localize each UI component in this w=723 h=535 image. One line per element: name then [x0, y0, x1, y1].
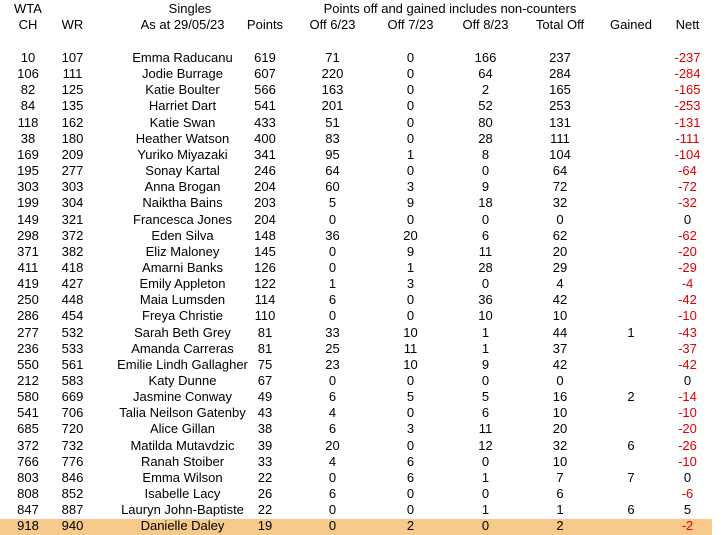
cell-nett: -32 — [678, 195, 697, 211]
cell-name: Danielle Daley — [140, 518, 225, 534]
cell-off8: 18 — [478, 195, 493, 211]
cell-nett: -111 — [675, 130, 700, 146]
cell-off6: 6 — [328, 292, 337, 308]
col-points: Points — [246, 17, 284, 32]
cell-points: 619 — [254, 50, 276, 65]
cell-total: 44 — [552, 324, 568, 340]
cell-off7: 6 — [406, 453, 415, 469]
col-off7: Off 7/23 — [387, 17, 434, 32]
cell-points: 541 — [254, 98, 276, 114]
cell-nett: -284 — [674, 66, 701, 82]
cell-name: Freya Christie — [142, 308, 223, 324]
cell-off7: 0 — [406, 502, 415, 518]
cell-wr: 720 — [61, 421, 84, 437]
cell-points: 110 — [254, 308, 276, 324]
cell-total: 72 — [552, 179, 568, 195]
cell-off8: 0 — [481, 453, 490, 469]
cell-off6: 36 — [325, 227, 340, 243]
cell-off6: 83 — [325, 130, 340, 146]
cell-off8: 0 — [481, 163, 490, 179]
cell-wr: 776 — [61, 453, 84, 469]
cell-name: Eden Silva — [151, 227, 214, 243]
cell-wr: 382 — [61, 243, 84, 259]
cell-off8: 1 — [481, 340, 490, 356]
col-as-at: As at 29/05/23 — [140, 17, 225, 32]
cell-wr: 846 — [61, 469, 84, 485]
cell-nett: -64 — [678, 163, 697, 179]
cell-nett: -10 — [678, 308, 697, 324]
cell-gained: 6 — [627, 502, 635, 518]
cell-name: Maia Lumsden — [139, 292, 226, 308]
cell-points: 67 — [257, 373, 273, 388]
cell-nett: -10 — [678, 405, 697, 421]
cell-gained: 1 — [627, 324, 635, 340]
cell-off6: 0 — [328, 469, 337, 485]
col-total-off: Total Off — [535, 17, 585, 32]
cell-off7: 0 — [406, 292, 415, 308]
cell-nett: -43 — [678, 324, 697, 340]
cell-off8: 64 — [478, 66, 493, 82]
cell-total: 237 — [549, 50, 571, 65]
cell-off8: 9 — [481, 179, 490, 195]
cell-off6: 0 — [328, 502, 337, 518]
cell-points: 81 — [257, 324, 273, 340]
cell-points: 49 — [257, 389, 273, 405]
cell-nett: -253 — [674, 98, 701, 114]
cell-name: Jasmine Conway — [133, 389, 232, 405]
cell-wr: 277 — [61, 163, 84, 179]
cell-total: 10 — [552, 405, 568, 421]
cell-name: Harriet Dart — [148, 98, 217, 114]
cell-off8: 9 — [481, 356, 490, 372]
cell-name: Emilie Lindh Gallagher — [117, 356, 248, 372]
col-off6: Off 6/23 — [309, 17, 356, 32]
cell-name: Katie Swan — [149, 114, 216, 130]
cell-name: Sonay Kartal — [145, 163, 220, 179]
cell-ch: 118 — [17, 114, 39, 130]
cell-off7: 0 — [406, 114, 415, 130]
cell-off8: 0 — [481, 276, 490, 292]
cell-off7: 0 — [406, 405, 415, 421]
cell-off7: 11 — [403, 340, 418, 356]
cell-off6: 0 — [328, 308, 337, 324]
cell-off6: 33 — [325, 324, 340, 340]
cell-nett: -104 — [674, 146, 701, 162]
cell-off8: 52 — [478, 98, 493, 114]
cell-ch: 411 — [17, 259, 39, 275]
cell-wr: 321 — [61, 211, 84, 227]
cell-points: 81 — [257, 340, 273, 356]
cell-wr: 427 — [61, 276, 84, 292]
cell-off7: 20 — [403, 227, 418, 243]
cell-points: 22 — [257, 502, 273, 518]
cell-name: Ranah Stoiber — [140, 453, 225, 469]
cell-name: Isabelle Lacy — [144, 486, 221, 502]
cell-off8: 6 — [481, 227, 490, 243]
cell-off7: 3 — [406, 179, 415, 195]
cell-ch: 286 — [17, 308, 39, 324]
cell-off7: 3 — [406, 421, 415, 437]
cell-nett: -14 — [678, 389, 697, 405]
cell-ch: 419 — [17, 276, 39, 292]
cell-off6: 95 — [325, 146, 340, 162]
cell-off8: 6 — [481, 405, 490, 421]
cell-ch: 82 — [20, 82, 36, 98]
cell-points: 114 — [254, 292, 276, 308]
cell-wr: 372 — [61, 227, 84, 243]
cell-total: 0 — [556, 373, 564, 388]
cell-points: 39 — [257, 437, 273, 453]
cell-points: 246 — [254, 163, 276, 179]
cell-off8: 1 — [481, 324, 490, 340]
cell-points: 126 — [254, 259, 276, 275]
cell-name: Heather Watson — [135, 130, 230, 146]
cell-total: 20 — [552, 243, 568, 259]
cell-total: 0 — [556, 211, 564, 227]
cell-total: 32 — [552, 195, 568, 211]
cell-off7: 6 — [406, 469, 415, 485]
cell-total: 42 — [552, 356, 568, 372]
cell-points: 26 — [257, 486, 273, 502]
cell-nett: -62 — [678, 227, 697, 243]
cell-points: 38 — [257, 421, 273, 437]
cell-off8: 2 — [481, 82, 490, 98]
cell-nett: -131 — [674, 114, 701, 130]
cell-wr: 303 — [61, 179, 84, 195]
cell-off8: 1 — [481, 469, 490, 485]
col-wr: WR — [61, 17, 84, 32]
cell-off7: 0 — [406, 163, 415, 179]
cell-total: 131 — [549, 114, 571, 130]
cell-off7: 0 — [406, 98, 415, 114]
cell-points: 19 — [257, 518, 273, 534]
cell-wr: 111 — [62, 66, 83, 82]
cell-off6: 4 — [328, 453, 337, 469]
cell-off7: 5 — [406, 389, 415, 405]
cell-wr: 533 — [61, 340, 84, 356]
cell-off8: 166 — [474, 50, 497, 65]
cell-wr: 448 — [61, 292, 84, 308]
cell-ch: 766 — [17, 453, 39, 469]
cell-gained: 2 — [627, 389, 635, 405]
cell-wr: 669 — [61, 389, 84, 405]
cell-off8: 80 — [478, 114, 493, 130]
cell-total: 2 — [556, 518, 564, 534]
cell-off7: 0 — [406, 486, 415, 502]
cell-off8: 28 — [478, 130, 493, 146]
cell-ch: 541 — [17, 405, 39, 421]
cell-name: Eliz Maloney — [145, 243, 220, 259]
cell-off7: 0 — [406, 437, 415, 453]
cell-off7: 0 — [406, 373, 415, 388]
cell-off6: 6 — [328, 389, 337, 405]
col-off8: Off 8/23 — [462, 17, 509, 32]
cell-nett: -42 — [678, 292, 697, 308]
cell-ch: 847 — [17, 502, 39, 518]
cell-off8: 11 — [478, 421, 493, 437]
cell-total: 20 — [552, 421, 568, 437]
cell-off8: 0 — [481, 373, 490, 388]
cell-ch: 371 — [17, 243, 39, 259]
cell-off7: 0 — [406, 66, 415, 82]
cell-off6: 0 — [328, 259, 337, 275]
cell-off8: 11 — [478, 243, 493, 259]
cell-ch: 803 — [17, 469, 39, 485]
cell-nett: -10 — [678, 453, 697, 469]
cell-wr: 209 — [61, 146, 84, 162]
cell-off6: 220 — [321, 66, 344, 82]
cell-wr: 532 — [61, 324, 84, 340]
cell-off8: 8 — [481, 146, 490, 162]
col-nett: Nett — [675, 17, 700, 32]
cell-wr: 418 — [61, 259, 84, 275]
cell-name: Alice Gillan — [149, 421, 216, 437]
cell-gained: 6 — [627, 437, 635, 453]
cell-wr: 583 — [61, 373, 84, 388]
cell-ch: 298 — [17, 227, 39, 243]
cell-nett: -6 — [681, 486, 694, 502]
cell-name: Emily Appleton — [139, 276, 226, 292]
cell-points: 400 — [254, 130, 276, 146]
col-ch: CH — [18, 17, 38, 32]
cell-off7: 0 — [406, 211, 415, 227]
cell-name: Jodie Burrage — [142, 66, 223, 82]
cell-points: 122 — [254, 276, 276, 292]
cell-points: 203 — [254, 195, 276, 211]
cell-ch: 550 — [17, 356, 39, 372]
cell-off7: 0 — [406, 50, 415, 65]
cell-nett: -20 — [678, 243, 697, 259]
cell-ch: 149 — [17, 211, 39, 227]
cell-off7: 1 — [406, 146, 415, 162]
cell-ch: 580 — [17, 389, 39, 405]
cell-nett: 0 — [683, 469, 692, 485]
cell-total: 10 — [552, 308, 568, 324]
cell-total: 1 — [556, 502, 564, 518]
cell-points: 22 — [257, 469, 273, 485]
cell-name: Amarni Banks — [142, 259, 223, 275]
cell-ch: 808 — [17, 486, 39, 502]
cell-off8: 10 — [478, 308, 493, 324]
cell-off7: 10 — [403, 324, 418, 340]
cell-wr: 732 — [61, 437, 84, 453]
cell-name: Anna Brogan — [144, 179, 221, 195]
cell-wr: 162 — [61, 114, 84, 130]
cell-off6: 20 — [325, 437, 340, 453]
cell-off8: 12 — [478, 437, 493, 453]
header-wta: WTA — [14, 1, 42, 16]
cell-off8: 36 — [478, 292, 493, 308]
cell-off6: 6 — [328, 421, 337, 437]
cell-off7: 0 — [406, 308, 415, 324]
cell-total: 111 — [550, 130, 570, 146]
cell-wr: 706 — [61, 405, 84, 421]
cell-name: Sarah Beth Grey — [134, 324, 231, 340]
cell-points: 204 — [254, 179, 276, 195]
cell-points: 148 — [254, 227, 276, 243]
cell-nett: -237 — [674, 50, 701, 65]
cell-total: 104 — [549, 146, 571, 162]
cell-nett: 5 — [683, 502, 692, 518]
cell-name: Amanda Carreras — [131, 340, 234, 356]
cell-total: 4 — [556, 276, 564, 292]
cell-total: 37 — [552, 340, 568, 356]
cell-points: 43 — [257, 405, 273, 421]
cell-ch: 303 — [17, 179, 39, 195]
cell-total: 16 — [552, 389, 568, 405]
cell-total: 32 — [552, 437, 568, 453]
cell-wr: 135 — [61, 98, 84, 114]
cell-wr: 304 — [61, 195, 84, 211]
cell-ch: 199 — [17, 195, 39, 211]
cell-ch: 918 — [17, 518, 39, 534]
cell-wr: 887 — [61, 502, 84, 518]
cell-wr: 561 — [61, 356, 84, 372]
cell-off7: 1 — [406, 259, 415, 275]
cell-nett: -165 — [674, 82, 701, 98]
cell-off6: 60 — [325, 179, 340, 195]
cell-off8: 0 — [481, 211, 490, 227]
cell-wr: 180 — [61, 130, 84, 146]
cell-off8: 0 — [481, 518, 490, 534]
cell-total: 62 — [552, 227, 568, 243]
cell-nett: -37 — [678, 340, 697, 356]
cell-name: Lauryn John-Baptiste — [121, 502, 244, 518]
cell-off6: 1 — [328, 276, 337, 292]
cell-off7: 3 — [406, 276, 415, 292]
cell-total: 165 — [549, 82, 571, 98]
cell-off6: 25 — [325, 340, 340, 356]
cell-total: 284 — [549, 66, 571, 82]
cell-off6: 0 — [328, 211, 337, 227]
cell-ch: 212 — [17, 373, 39, 388]
cell-off6: 201 — [321, 98, 344, 114]
cell-ch: 236 — [17, 340, 39, 356]
cell-off6: 64 — [325, 163, 340, 179]
cell-name: Matilda Mutavdzic — [130, 437, 235, 453]
cell-name: Naiktha Bains — [142, 195, 223, 211]
cell-nett: -72 — [678, 179, 697, 195]
cell-off8: 1 — [481, 502, 490, 518]
cell-nett: -42 — [678, 356, 697, 372]
cell-gained: 7 — [627, 469, 635, 485]
cell-total: 7 — [556, 469, 564, 485]
cell-off6: 0 — [328, 373, 337, 388]
cell-off8: 28 — [478, 259, 493, 275]
col-gained: Gained — [610, 17, 652, 32]
cell-ch: 685 — [17, 421, 39, 437]
cell-total: 10 — [552, 453, 568, 469]
cell-name: Emma Wilson — [142, 469, 223, 485]
cell-off6: 5 — [328, 195, 337, 211]
cell-name: Francesca Jones — [133, 211, 232, 227]
cell-nett: -2 — [681, 518, 694, 534]
cell-total: 253 — [549, 98, 571, 114]
cell-wr: 940 — [61, 518, 84, 534]
cell-off7: 2 — [406, 518, 415, 534]
cell-wr: 107 — [61, 50, 84, 65]
cell-name: Katie Boulter — [145, 82, 220, 98]
cell-ch: 277 — [17, 324, 39, 340]
cell-ch: 10 — [20, 50, 36, 65]
header-points-note: Points off and gained includes non-counters — [323, 1, 577, 16]
cell-points: 145 — [254, 243, 276, 259]
cell-nett: -29 — [678, 259, 697, 275]
cell-name: Talia Neilson Gatenby — [119, 405, 246, 421]
cell-points: 341 — [254, 146, 276, 162]
cell-total: 42 — [552, 292, 568, 308]
cell-nett: 0 — [683, 373, 692, 388]
cell-name: Emma Raducanu — [132, 50, 233, 65]
cell-ch: 372 — [17, 437, 39, 453]
cell-points: 607 — [254, 66, 276, 82]
cell-ch: 106 — [17, 66, 39, 82]
cell-off6: 0 — [328, 243, 337, 259]
cell-wr: 852 — [61, 486, 84, 502]
cell-off6: 163 — [321, 82, 344, 98]
cell-off7: 10 — [403, 356, 418, 372]
cell-nett: -20 — [678, 421, 697, 437]
cell-off6: 51 — [325, 114, 340, 130]
cell-off6: 23 — [325, 356, 340, 372]
cell-off6: 71 — [325, 50, 340, 65]
cell-ch: 169 — [17, 146, 39, 162]
cell-wr: 454 — [61, 308, 84, 324]
cell-off7: 0 — [406, 82, 415, 98]
cell-name: Yuriko Miyazaki — [137, 146, 228, 162]
cell-ch: 84 — [20, 98, 36, 114]
cell-off7: 0 — [406, 130, 415, 146]
cell-ch: 195 — [17, 163, 39, 179]
cell-total: 6 — [556, 486, 564, 502]
cell-nett: -26 — [678, 437, 697, 453]
cell-points: 75 — [257, 356, 273, 372]
cell-off6: 4 — [328, 405, 337, 421]
cell-points: 33 — [257, 453, 273, 469]
cell-off7: 9 — [406, 243, 415, 259]
cell-ch: 250 — [17, 292, 39, 308]
cell-name: Katy Dunne — [148, 373, 217, 388]
cell-points: 433 — [254, 114, 276, 130]
cell-points: 566 — [254, 82, 276, 98]
cell-off8: 0 — [481, 486, 490, 502]
cell-off8: 5 — [481, 389, 490, 405]
cell-total: 64 — [552, 163, 568, 179]
cell-nett: 0 — [683, 211, 692, 227]
cell-off6: 0 — [328, 518, 337, 534]
header-singles: Singles — [168, 1, 212, 16]
cell-ch: 38 — [20, 130, 36, 146]
cell-off6: 6 — [328, 486, 337, 502]
cell-off7: 9 — [406, 195, 415, 211]
cell-nett: -4 — [681, 276, 694, 292]
cell-points: 204 — [254, 211, 276, 227]
cell-wr: 125 — [61, 82, 84, 98]
cell-total: 29 — [552, 259, 568, 275]
